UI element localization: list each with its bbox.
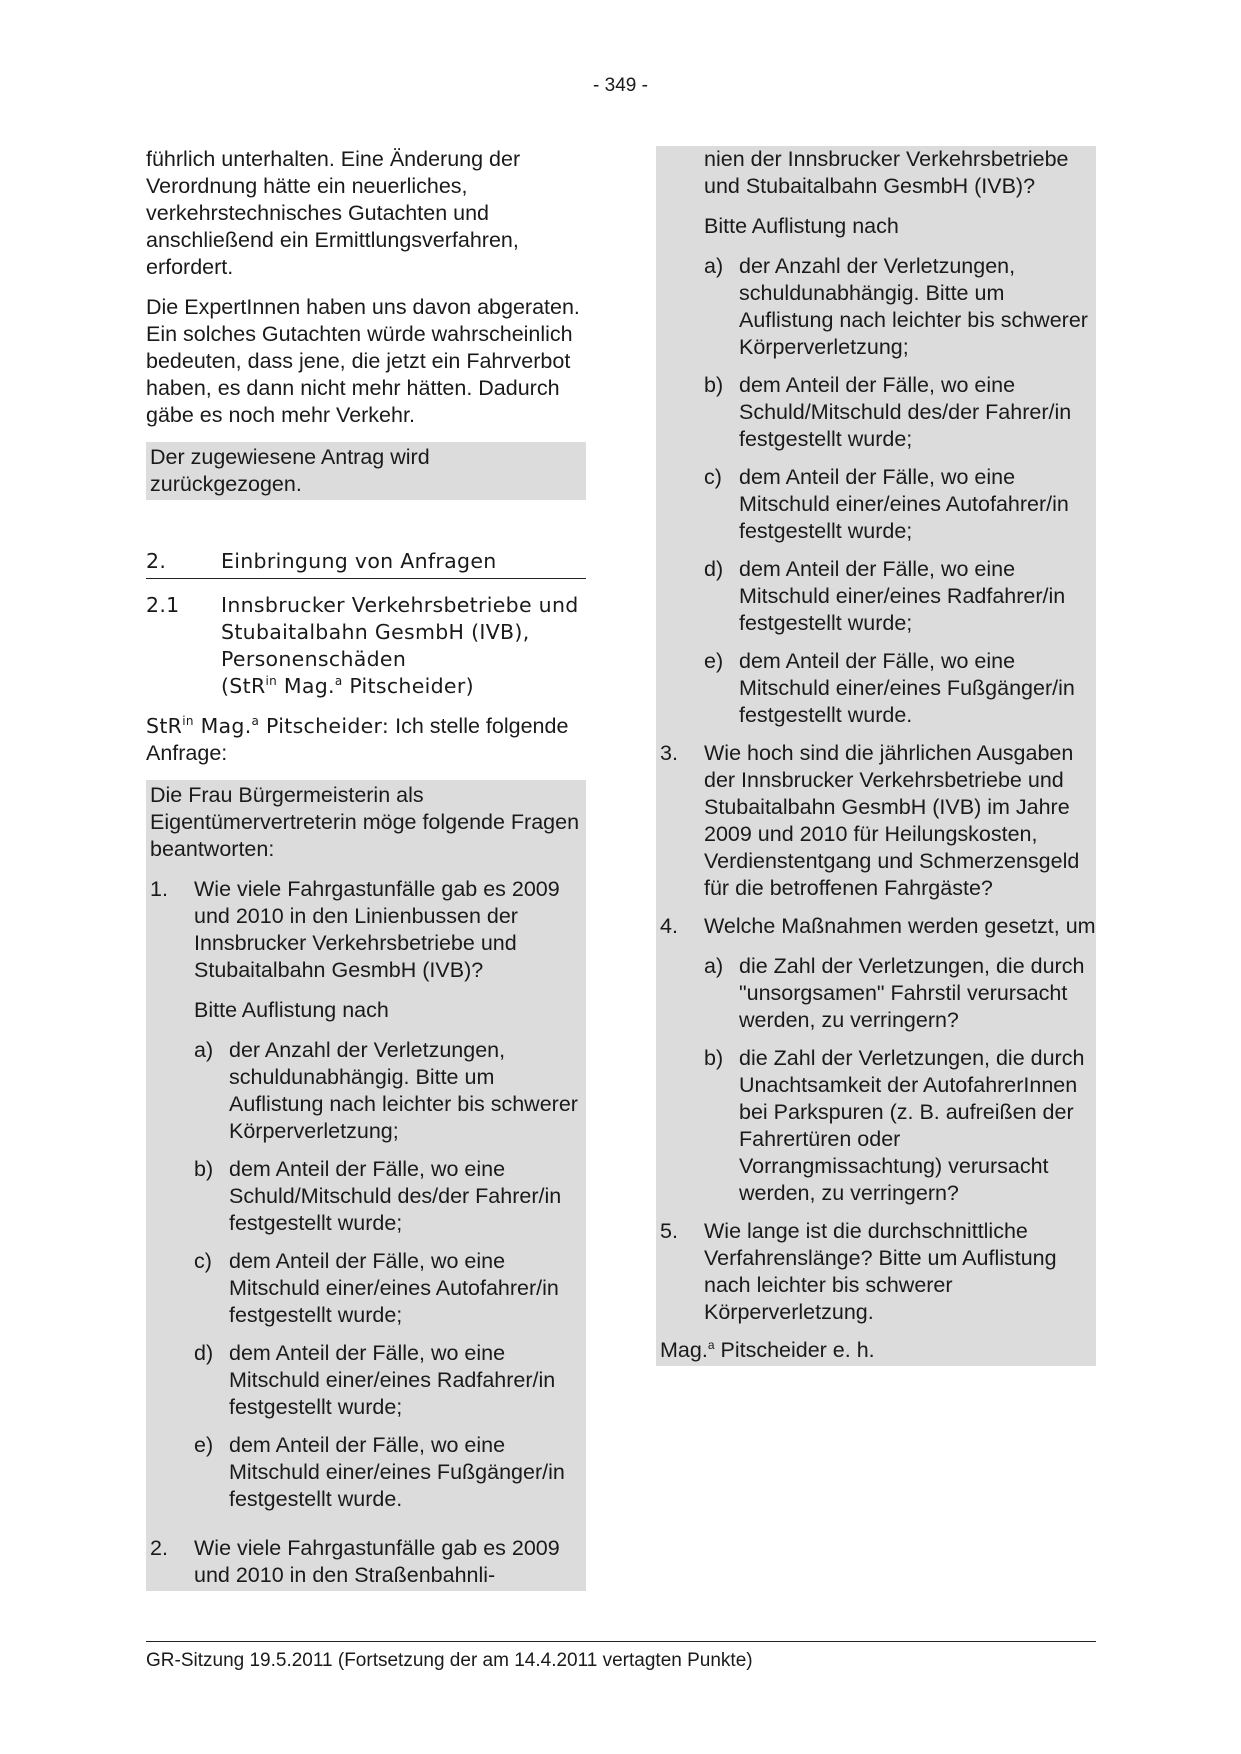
question-4: [656, 913, 1096, 1218]
list-intro: Bitte Auflistung nach: [704, 214, 899, 238]
subsection-author: (StR$^{in}$ Mag.$^a$ Pitscheider): [221, 674, 474, 698]
list-item: a) der Anzahl der Verletzungen, schuldunabhängig. Bitte um Auflistung nach leichter bis schwerer Körperverletzung;: [194, 1038, 578, 1143]
page-number: - 349 -: [593, 75, 648, 96]
list-item: a) der Anzahl der Verletzungen, schuldunabhängig. Bitte um Auflistung nach leichter bis schwerer Körperverletzung;: [704, 254, 1088, 359]
list-item: b) die Zahl der Verletzungen, die durch Unachtsamkeit der AutofahrerInnen bei Parkspuren (z. B. aufreißen der Fahrertüren oder Vorrangmissachtung) verursacht werden, zu verringern?: [704, 1046, 1085, 1205]
speaker-text: Ich stelle folgende Anfrage:: [146, 714, 569, 765]
subsection-heading: [146, 592, 586, 700]
list-item: e) dem Anteil der Fälle, wo eine Mitschuld einer/eines Fußgänger/in festgestellt wurde.: [704, 649, 1075, 727]
left-column: [146, 146, 586, 1591]
list-item: d) dem Anteil der Fälle, wo eine Mitschuld einer/eines Radfahrer/in festgestellt wurde;: [704, 557, 1066, 635]
section-heading: [146, 548, 586, 579]
question-5: [656, 1218, 1096, 1326]
question-3: [656, 740, 1096, 902]
inquiry-box-right: [656, 146, 1096, 1366]
question-number: 4.: [660, 914, 678, 938]
paragraph-2: Die ExpertInnen haben uns davon abgeraten. Ein solches Gutachten würde wahrscheinlich bedeuten, dass jene, die jetzt ein Fahrverbot haben, es dann nicht mehr hätten. Dadurch gäbe es noch mehr Verkehr.: [146, 295, 580, 427]
question-text: Wie viele Fahrgastunfälle gab es 2009 und 2010 in den Straßenbahnli-: [194, 1536, 560, 1587]
page-footer: GR-Sitzung 19.5.2011 (Fortsetzung der am 14.4.2011 vertagten Punkte): [146, 1641, 1096, 1674]
list-intro: Bitte Auflistung nach: [194, 998, 389, 1022]
signature: Mag.$^a$ Pitscheider e. h.: [660, 1337, 875, 1362]
list-item: b) dem Anteil der Fälle, wo eine Schuld/Mitschuld des/der Fahrer/in festgestellt wurde;: [194, 1157, 562, 1235]
right-column: [656, 146, 1096, 1366]
question-number: 1.: [150, 877, 168, 901]
question-text: Wie hoch sind die jährlichen Ausgaben der Innsbrucker Verkehrsbetriebe und Stubaitalbahn GesmbH (IVB) im Jahre 2009 und 2010 für Heilungskosten, Verdienstentgang und Schmerzensgeld für die betroffenen Fahrgäste?: [704, 741, 1080, 900]
section-number: 2.: [146, 549, 167, 573]
list-item: c) dem Anteil der Fälle, wo eine Mitschuld einer/eines Autofahrer/in festgestellt wurde;: [704, 465, 1069, 543]
question-text: Wie lange ist die durchschnittliche Verfahrenslänge? Bitte um Auflistung nach leichter bis schwerer Körperverletzung.: [704, 1219, 1057, 1324]
list-item: d) dem Anteil der Fälle, wo eine Mitschuld einer/eines Radfahrer/in festgestellt wurde;: [194, 1341, 556, 1419]
section-title: Einbringung von Anfragen: [221, 549, 497, 573]
question-2-continued: [656, 146, 1096, 740]
inquiry-intro: Die Frau Bürgermeisterin als Eigentümervertreterin möge folgende Fragen beantworten:: [150, 783, 580, 861]
list-item: c) dem Anteil der Fälle, wo eine Mitschuld einer/eines Autofahrer/in festgestellt wurde;: [194, 1249, 559, 1327]
question-number: 5.: [660, 1219, 678, 1243]
question-number: 2.: [150, 1536, 168, 1560]
list-item: a) die Zahl der Verletzungen, die durch "unsorgsamen" Fahrstil verursacht werden, zu verringern?: [704, 954, 1085, 1032]
decision-text: Der zugewiesene Antrag wird zurückgezogen.: [150, 445, 430, 496]
subsection-number: 2.1: [146, 593, 180, 617]
list-item: b) dem Anteil der Fälle, wo eine Schuld/Mitschuld des/der Fahrer/in festgestellt wurde;: [704, 373, 1072, 451]
inquiry-box-left: [146, 780, 586, 1591]
question-text: nien der Innsbrucker Verkehrsbetriebe und Stubaitalbahn GesmbH (IVB)?: [704, 147, 1069, 198]
question-text: Welche Maßnahmen werden gesetzt, um: [704, 914, 1096, 938]
speaker-paragraph: [146, 713, 586, 767]
speaker-name: StR$^{in}$ Mag.$^a$ Pitscheider:: [146, 714, 390, 738]
question-text: Wie viele Fahrgastunfälle gab es 2009 und 2010 in den Linienbussen der Innsbrucker Verkehrsbetriebe und Stubaitalbahn GesmbH (IVB)?: [194, 877, 560, 982]
paragraph-1: führlich unterhalten. Eine Änderung der Verordnung hätte ein neuerliches, verkehrstechnisches Gutachten und anschließend ein Ermittlungsverfahren, erfordert.: [146, 147, 521, 279]
subsection-title: Innsbrucker Verkehrsbetriebe und Stubaitalbahn GesmbH (IVB), Personenschäden: [221, 593, 579, 671]
question-2-start: [146, 1535, 586, 1591]
list-item: e) dem Anteil der Fälle, wo eine Mitschuld einer/eines Fußgänger/in festgestellt wurde.: [194, 1433, 565, 1511]
subsection-title-block: [221, 592, 586, 700]
question-1: [146, 876, 586, 1524]
question-number: 3.: [660, 741, 678, 765]
decision-box: [146, 442, 586, 500]
